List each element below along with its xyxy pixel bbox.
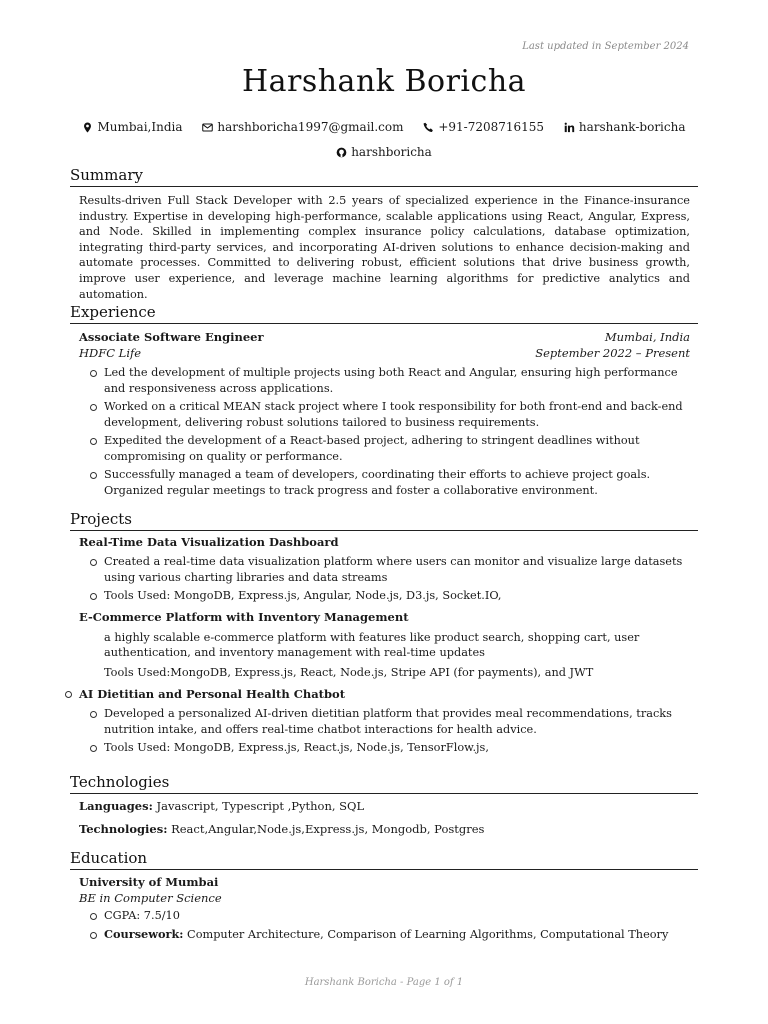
project-title: E-Commerce Platform with Inventory Management (79, 609, 409, 624)
contact-phone[interactable] (423, 116, 544, 139)
location-text: Mumbai,India (97, 120, 183, 134)
coursework-value: Computer Architecture, Comparison of Learning Algorithms, Computational Theory (187, 927, 669, 941)
list-item: Tools Used: MongoDB, Express.js, React.js, Node.js, TensorFlow.js, (89, 740, 690, 756)
experience-subheader-row (79, 345, 690, 361)
project-description: a highly scalable e-commerce platform with features like product search, shopping cart, user authentication, and inventory management with real-time updates (104, 630, 640, 659)
section-title-experience: Experience (70, 303, 698, 324)
company-name: HDFC Life (79, 346, 142, 360)
map-marker-icon (82, 122, 93, 133)
technologies-value: React,Angular,Node.js,Express.js, Mongodb, Postgres (171, 822, 485, 836)
technologies-line (79, 821, 690, 837)
technologies-label: Technologies: (79, 822, 168, 836)
github-text: harshboricha (351, 145, 432, 159)
section-title-summary: Summary (70, 166, 698, 187)
list-item: Successfully managed a team of developers, coordinating their efforts to achieve project goals. Organized regular meetings to track progress and foster a collaborative environment. (89, 467, 690, 498)
list-item: Created a real-time data visualization platform where users can monitor and visualize large datasets using various charting libraries and data streams (89, 554, 690, 585)
project-title (79, 686, 690, 702)
contact-location (82, 116, 182, 139)
school-name: University of Mumbai (79, 875, 219, 889)
degree-name: BE in Computer Science (79, 891, 222, 905)
candidate-name: Harshank Boricha (241, 64, 527, 99)
job-title: Associate Software Engineer (79, 330, 264, 344)
section-title-projects: Projects (70, 510, 698, 531)
contact-email[interactable] (202, 116, 403, 139)
phone-text: +91-7208716155 (438, 120, 545, 134)
linkedin-text: harshank-boricha (578, 120, 686, 134)
last-updated: Last updated in September 2024 (522, 41, 689, 52)
list-item: Expedited the development of a React-based project, adhering to stringent deadlines without compromising on quality or performance. (89, 433, 690, 464)
section-title-technologies: Technologies (70, 773, 698, 794)
page-footer: Harshank Boricha - Page 1 of 1 (304, 977, 464, 988)
job-dates: September 2022 – Present (535, 346, 690, 360)
list-item (89, 927, 690, 943)
degree-row (79, 890, 690, 906)
projects-list (79, 534, 690, 759)
project-title: Real-Time Data Visualization Dashboard (79, 535, 339, 549)
list-item: Tools Used: MongoDB, Express.js, Angular, Node.js, D3.js, Socket.IO, (89, 588, 690, 604)
list-item: Developed a personalized AI-driven dietitian platform that provides meal recommendations, tracks nutrition intake, and offers real-time chatbot interactions for health advice. (89, 706, 690, 737)
project-bullets (89, 554, 690, 604)
list-item: Worked on a critical MEAN stack project where I took responsibility for both front-end and back-end development, delivering robust solutions tailored to business requirements. (89, 399, 690, 430)
project-title-text: AI Dietitian and Personal Health Chatbot (79, 687, 346, 701)
experience-entry (79, 329, 690, 501)
languages-value: Javascript, Typescript ,Python, SQL (156, 799, 365, 813)
linkedin-icon (564, 122, 575, 133)
experience-bullets (89, 365, 690, 498)
languages-line (79, 798, 690, 814)
job-location: Mumbai, India (604, 330, 690, 344)
contact-github[interactable] (336, 141, 432, 164)
school-row (79, 874, 690, 890)
envelope-icon (202, 122, 213, 133)
list-item: Led the development of multiple projects using both React and Angular, ensuring high performance and responsiveness across applications. (89, 365, 690, 396)
bullet-marker (65, 691, 72, 698)
coursework-label: Coursework: (104, 926, 184, 941)
project-bullets (89, 706, 690, 756)
project-tools: Tools Used:MongoDB, Express.js, React, Node.js, Stripe API (for payments), and JWT (104, 665, 594, 679)
email-text: harshboricha1997@gmail.com (217, 120, 404, 134)
contact-linkedin[interactable] (564, 116, 686, 139)
education-bullets (89, 908, 690, 942)
github-icon (336, 147, 347, 158)
languages-label: Languages: (79, 799, 153, 813)
experience-header-row (79, 329, 690, 345)
technologies-list (79, 798, 690, 837)
summary-text: Results-driven Full Stack Developer with 2.5 years of specialized experience in the Finance-insurance industry. Expertise in developing high-performance, scalable applications using React, Angular, Express, and Node. Skilled in implementing complex insurance policy calculations, database optimization, integrating third-party services, and incorporating AI-driven solutions to enhance decision-making and automate processes. Committed to delivering robust, efficient solutions that drive business growth, improve user experience, and leverage machine learning algorithms for predictive analytics and automation. (79, 194, 690, 301)
contact-info (70, 116, 698, 166)
list-item: CGPA: 7.5/10 (89, 908, 690, 924)
phone-icon (423, 122, 434, 133)
education-entry (79, 874, 690, 945)
section-title-education: Education (70, 849, 698, 870)
